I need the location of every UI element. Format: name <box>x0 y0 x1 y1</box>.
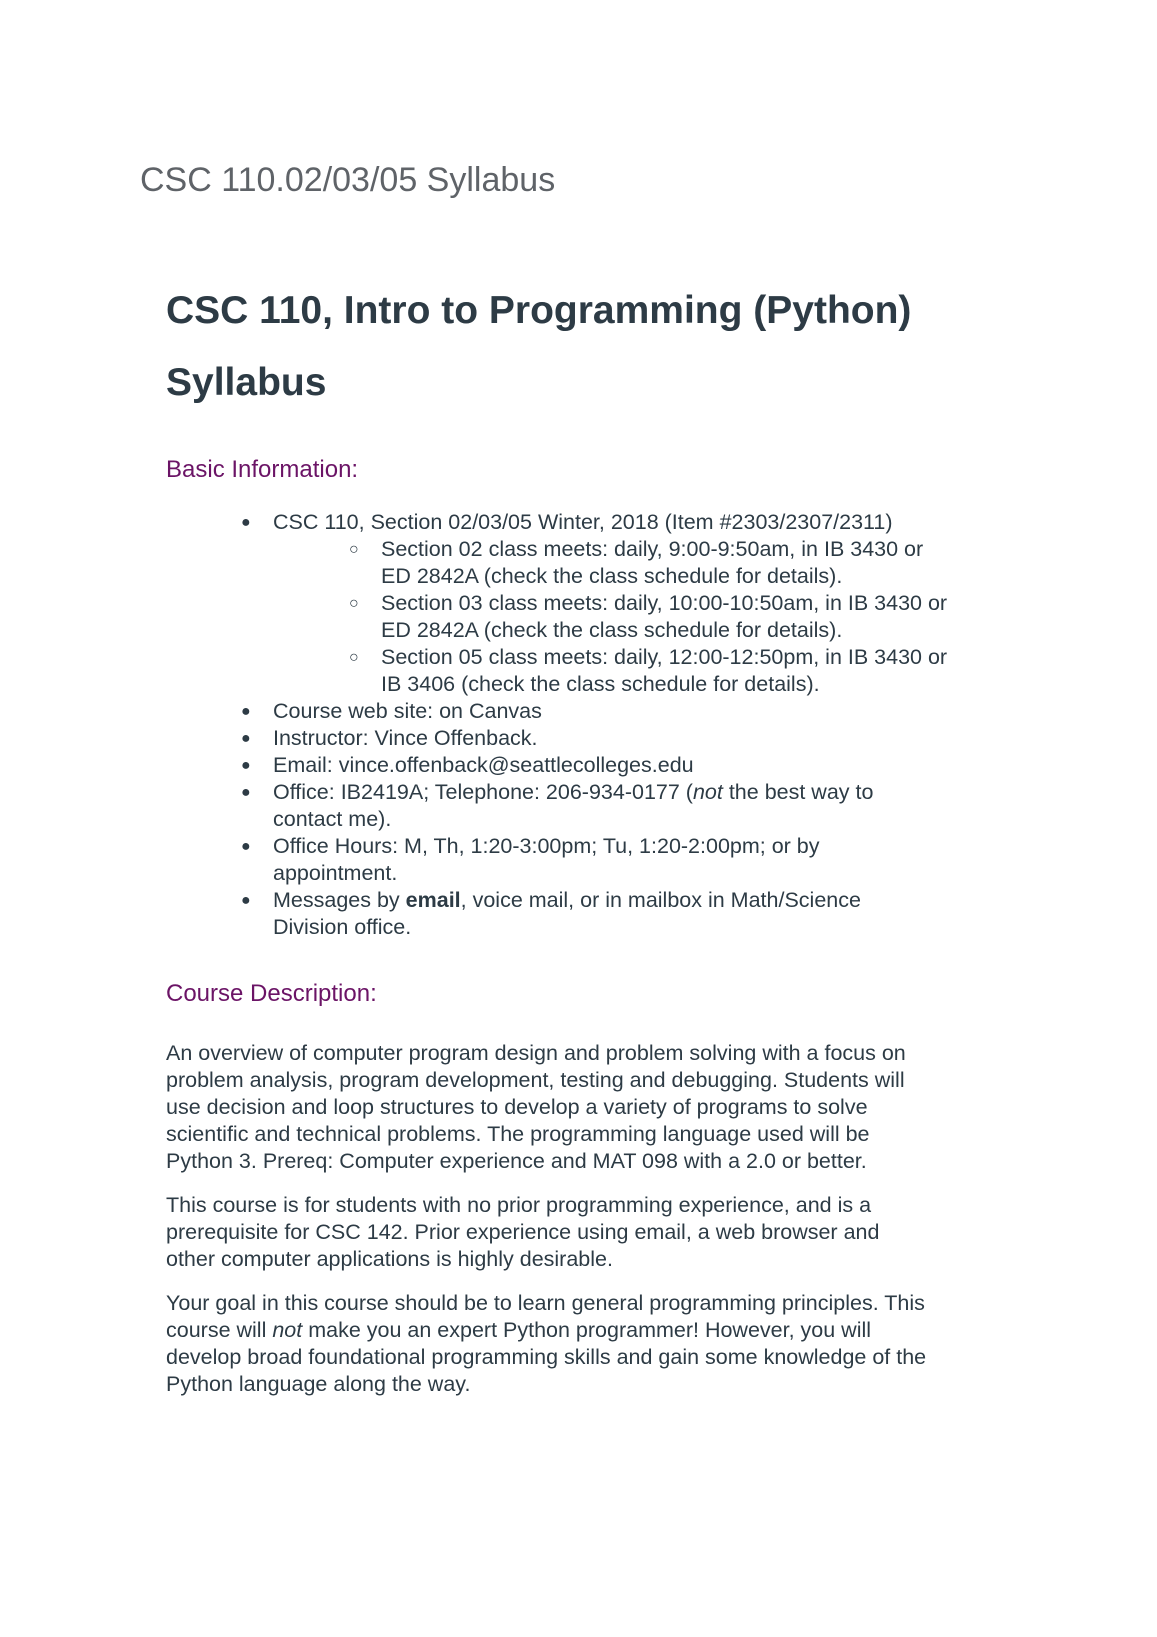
section-schedule-list <box>273 536 1006 698</box>
para2-line2: prerequisite for CSC 142. Prior experience using email, a web browser and <box>166 1220 880 1244</box>
para1-line3: use decision and loop structures to develop a variety of programs to solve <box>166 1095 868 1119</box>
para1-line2: problem analysis, program development, testing and debugging. Students will <box>166 1068 905 1092</box>
list-item-email <box>241 752 1006 779</box>
list-item-section-03 <box>349 590 1006 644</box>
para3-line1: Your goal in this course should be to learn general programming principles. This <box>166 1291 925 1315</box>
bullet-icon: ● <box>241 514 251 531</box>
messages-text-cont: , voice mail, or in mailbox in Math/Science <box>460 888 861 912</box>
section-02-line1: Section 02 class meets: daily, 9:00-9:50am, in IB 3430 or <box>381 537 924 561</box>
instructor: Instructor: Vince Offenback. <box>273 726 538 750</box>
para3-line3: develop broad foundational programming skills and gain some knowledge of the <box>166 1345 927 1369</box>
bullet-icon: ● <box>241 838 251 855</box>
course-title-line1: CSC 110, Intro to Programming (Python) <box>166 289 912 332</box>
bullet-icon: ● <box>241 892 251 909</box>
course-line: CSC 110, Section 02/03/05 Winter, 2018 (Item #2303/2307/2311) <box>273 510 893 534</box>
para1-line4: scientific and technical problems. The programming language used will be <box>166 1122 870 1146</box>
list-item-course <box>241 509 1006 698</box>
course-title-line2: Syllabus <box>166 361 327 404</box>
office-hours-line1: Office Hours: M, Th, 1:20-3:00pm; Tu, 1:20-2:00pm; or by <box>273 834 820 858</box>
list-item-office-hours <box>241 833 1006 887</box>
para2-line3: other computer applications is highly desirable. <box>166 1247 613 1271</box>
page-header: CSC 110.02/03/05 Syllabus <box>140 161 556 199</box>
list-item-instructor <box>241 725 1006 752</box>
bullet-icon: ● <box>241 784 251 801</box>
para3-line4: Python language along the way. <box>166 1372 471 1396</box>
description-paragraph-2 <box>166 1192 1006 1273</box>
office-hours-line2: appointment. <box>273 861 398 885</box>
syllabus-content <box>166 275 1006 1415</box>
course-website: Course web site: on Canvas <box>273 699 542 723</box>
office-text: Office: IB2419A; Telephone: 206-934-0177 ( <box>273 780 693 804</box>
section-05-line2: IB 3406 (check the class schedule for details). <box>381 672 820 696</box>
list-item-office <box>241 779 1006 833</box>
messages-text-line2: Division office. <box>273 915 412 939</box>
para3-line2-end: make you an expert Python programmer! However, you will <box>302 1318 872 1342</box>
bullet-icon: ● <box>241 757 251 774</box>
office-emphasis: not <box>692 780 723 804</box>
list-item-website <box>241 698 1006 725</box>
description-paragraph-3 <box>166 1290 1006 1398</box>
section-02-line2: ED 2842A (check the class schedule for details). <box>381 564 843 588</box>
basic-information-heading: Basic Information: <box>166 456 359 483</box>
para3-emphasis: not <box>272 1318 303 1342</box>
section-05-line1: Section 05 class meets: daily, 12:00-12:50pm, in IB 3430 or <box>381 645 948 669</box>
hollow-bullet-icon: ○ <box>349 649 359 666</box>
course-title <box>166 275 1006 419</box>
instructor-email: Email: vince.offenback@seattlecolleges.edu <box>273 753 694 777</box>
messages-text: Messages by <box>273 888 406 912</box>
course-description-heading: Course Description: <box>166 980 377 1007</box>
para1-line5: Python 3. Prereq: Computer experience and MAT 098 with a 2.0 or better. <box>166 1149 867 1173</box>
list-item-messages <box>241 887 1006 941</box>
list-item-section-02 <box>349 536 1006 590</box>
para1-line1: An overview of computer program design and problem solving with a focus on <box>166 1041 906 1065</box>
list-item-section-05 <box>349 644 1006 698</box>
section-03-line1: Section 03 class meets: daily, 10:00-10:50am, in IB 3430 or <box>381 591 948 615</box>
para2-line1: This course is for students with no prior programming experience, and is a <box>166 1193 872 1217</box>
bullet-icon: ● <box>241 703 251 720</box>
description-paragraph-1 <box>166 1040 1006 1175</box>
messages-bold: email <box>405 888 461 912</box>
bullet-icon: ● <box>241 730 251 747</box>
para3-line2-start: course will <box>166 1318 273 1342</box>
section-03-line2: ED 2842A (check the class schedule for details). <box>381 618 843 642</box>
office-text-cont: the best way to <box>722 780 874 804</box>
office-text-line2: contact me). <box>273 807 392 831</box>
hollow-bullet-icon: ○ <box>349 595 359 612</box>
basic-information-list <box>166 509 1006 941</box>
hollow-bullet-icon: ○ <box>349 541 359 558</box>
